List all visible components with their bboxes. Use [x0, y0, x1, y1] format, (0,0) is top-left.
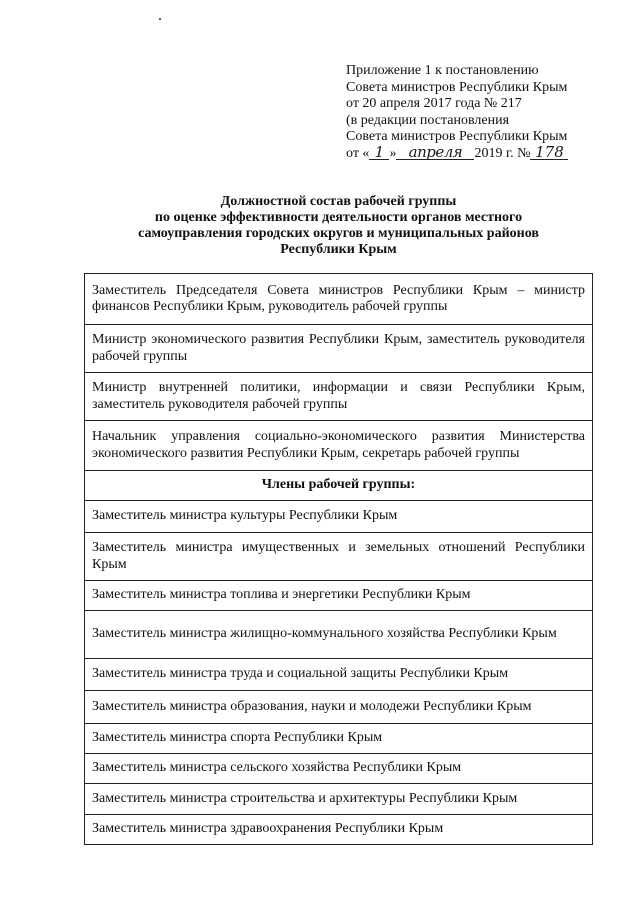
annex-header [346, 63, 606, 162]
table-row [85, 753, 592, 783]
row-text: Заместитель министра образования, науки и молодежи Республики Крым [92, 698, 532, 714]
table-row [85, 783, 592, 814]
handwritten-month: апреля [396, 146, 474, 160]
annex-line: Совета министров Республики Крым [346, 129, 568, 144]
annex-date-line [346, 142, 606, 163]
document-title [86, 194, 591, 258]
date-mid: » [389, 145, 397, 161]
table-row [85, 610, 592, 658]
row-text: Заместитель министра жилищно-коммунального хозяйства Республики Крым [92, 626, 557, 642]
title-line: по оценке эффективности деятельности органов местного [154, 210, 523, 225]
row-text: Заместитель министра имущественных и земельных отношений Республики Крым [92, 540, 585, 572]
table-row [85, 723, 592, 753]
handwritten-number: 178 [530, 146, 568, 160]
annex-line: от 20 апреля 2017 года № 217 [346, 96, 522, 111]
handwritten-day: 1 [369, 146, 389, 160]
table-row [85, 690, 592, 723]
row-text: Заместитель министра топлива и энергетики Республики Крым [92, 587, 471, 603]
row-text: Министр внутренней политики, информации и связи Республики Крым, заместитель руководителя рабочей группы [92, 380, 585, 412]
table-row [85, 580, 592, 610]
title-line: Республики Крым [280, 242, 397, 257]
table-row [85, 532, 592, 580]
row-text: Члены рабочей группы: [261, 477, 416, 493]
table-row [85, 372, 592, 420]
scan-dot [159, 18, 161, 20]
table-row [85, 420, 592, 470]
table-row [85, 324, 592, 372]
table-row [85, 274, 592, 324]
row-text: Заместитель министра здравоохранения Республики Крым [92, 821, 444, 837]
row-text: Заместитель министра труда и социальной защиты Республики Крым [92, 666, 509, 682]
date-year: 2019 г. № [474, 145, 531, 161]
composition-table [84, 273, 593, 845]
table-row [85, 658, 592, 690]
annex-line: Совета министров Республики Крым [346, 79, 568, 95]
table-row [85, 500, 592, 532]
row-text: Заместитель Председателя Совета министров Республики Крым – министр финансов Республики Крым, руководитель рабочей группы [92, 282, 585, 314]
row-text: Начальник управления социально-экономического развития Министерства экономического развития Республики Крым, секретарь рабочей группы [92, 429, 585, 461]
date-prefix: от « [346, 145, 370, 161]
annex-line: (в редакции постановления [346, 112, 510, 128]
title-line: Должностной состав рабочей группы [220, 194, 457, 209]
row-text: Заместитель министра сельского хозяйства Республики Крым [92, 760, 462, 776]
table-row-members-header [85, 470, 592, 500]
title-line: самоуправления городских округов и муниципальных районов [138, 226, 539, 241]
row-text: Заместитель министра спорта Республики Крым [92, 730, 383, 746]
row-text: Министр экономического развития Республики Крым, заместитель руководителя рабочей группы [92, 332, 585, 364]
row-text: Заместитель министра строительства и архитектуры Республики Крым [92, 790, 518, 806]
table-row [85, 814, 592, 844]
row-text: Заместитель министра культуры Республики Крым [92, 508, 398, 524]
annex-line: Приложение 1 к постановлению [346, 63, 539, 78]
